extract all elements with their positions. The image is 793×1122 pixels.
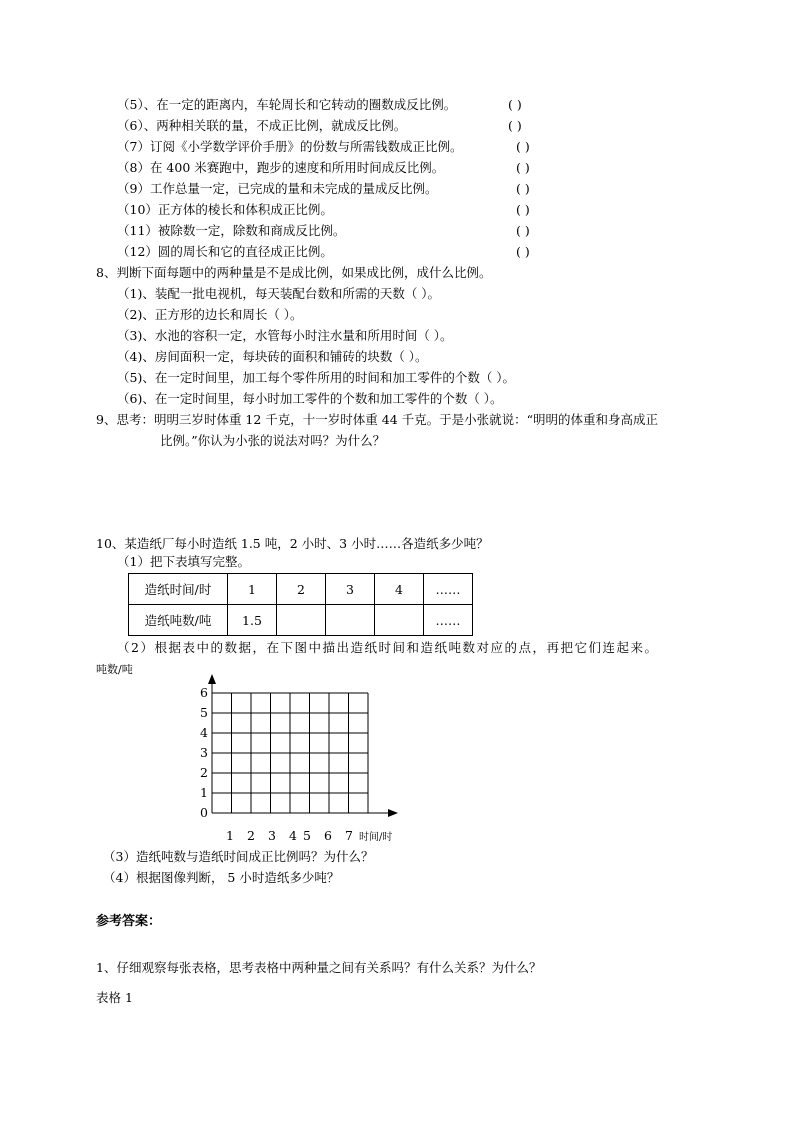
table-cell: 造纸吨数/吨 <box>129 605 228 636</box>
q7-item-paren: ( ) <box>508 97 522 112</box>
table-row <box>129 574 473 605</box>
q10-title: 10、某造纸厂每小时造纸 1.5 吨，2 小时、3 小时……各造纸多少吨？ <box>96 536 489 551</box>
q8-item: （4)、房间面积一定，每块砖的面积和铺砖的块数（ ）。 <box>117 349 428 364</box>
q9-line1: 9、思考：明明三岁时体重 12 千克，十一岁时体重 44 千克。于是小张就说：“明明的体重和身高成正 <box>96 412 659 427</box>
x-tick: 6 <box>324 828 332 843</box>
x-tick: 4 <box>289 828 297 843</box>
table-cell: 4 <box>375 574 424 605</box>
x-tick: 7 <box>345 828 353 843</box>
q10-sub1: （1）把下表填写完整。 <box>117 554 250 569</box>
q7-item-paren: ( ) <box>508 118 522 133</box>
q8-title: 8、判断下面每题中的两种量是不是成比例，如果成比例，成什么比例。 <box>96 265 492 280</box>
answer-heading: 参考答案： <box>96 914 162 929</box>
table-cell: 1.5 <box>228 605 277 636</box>
y-tick: 3 <box>200 745 208 760</box>
q8-item: （3)、水池的容积一定，水管每小时注水量和所用时间（ ）。 <box>117 328 453 343</box>
q9-line2: 比例。”你认为小张的说法对吗？为什么？ <box>160 433 386 448</box>
y-axis-arrow-icon <box>208 674 216 684</box>
y-tick: 0 <box>200 805 208 820</box>
table-cell[interactable] <box>375 605 424 636</box>
q10-sub4: （4）根据图像判断， 5 小时造纸多少吨？ <box>103 870 340 885</box>
q7-item: （9）工作总量一定，已完成的量和未完成的量成反比例。 <box>117 181 438 196</box>
q7-item: （8）在 400 米赛跑中，跑步的速度和所用时间成反比例。 <box>117 160 445 175</box>
table-cell: …… <box>424 605 473 636</box>
x-tick: 5 <box>303 828 311 843</box>
q8-item: （1)、装配一批电视机，每天装配台数和所需的天数（ ）。 <box>117 286 441 301</box>
y-tick: 6 <box>200 685 208 700</box>
table-label: 表格 1 <box>96 990 133 1005</box>
answer-1: 1、仔细观察每张表格，思考表格中两种量之间有关系吗？有什么关系？为什么？ <box>96 960 542 975</box>
table-cell: 3 <box>326 574 375 605</box>
y-tick: 5 <box>200 705 208 720</box>
q8-item: （5)、在一定时间里，加工每个零件所用的时间和加工零件的个数（ ）。 <box>117 370 516 385</box>
y-tick: 4 <box>200 725 208 740</box>
q7-item: （12）圆的周长和它的直径成正比例。 <box>117 244 333 259</box>
x-tick: 3 <box>268 828 276 843</box>
q7-item: （6）、两种相关联的量，不成正比例，就成反比例。 <box>117 118 407 133</box>
y-axis-label: 吨数/吨 <box>96 663 133 676</box>
q10-sub3: （3）造纸吨数与造纸时间成正比例吗？为什么？ <box>103 849 374 864</box>
q7-item-paren: ( ) <box>516 181 530 196</box>
q8-item: （6)、在一定时间里，每小时加工零件的个数和加工零件的个数（ ）。 <box>117 391 503 406</box>
q10-sub2: （2）根据表中的数据，在下图中描出造纸时间和造纸吨数对应的点，再把它们连起来。 <box>117 640 659 655</box>
x-tick: 1 <box>226 828 234 843</box>
table-row <box>129 605 473 636</box>
x-tick: 2 <box>247 828 255 843</box>
y-tick: 1 <box>200 785 208 800</box>
y-tick: 2 <box>200 765 208 780</box>
x-axis-label: 时间/时 <box>359 832 393 843</box>
q7-item: （10）正方体的棱长和体积成正比例。 <box>117 202 333 217</box>
coordinate-grid[interactable] <box>160 660 410 845</box>
table-cell: 2 <box>277 574 326 605</box>
table-cell[interactable] <box>326 605 375 636</box>
q7-item-paren: ( ) <box>516 160 530 175</box>
q7-item-paren: ( ) <box>516 139 530 154</box>
table-cell: …… <box>424 574 473 605</box>
table-cell[interactable] <box>277 605 326 636</box>
q7-item-paren: ( ) <box>516 202 530 217</box>
q7-item: （11）被除数一定，除数和商成反比例。 <box>117 223 346 238</box>
q7-item-paren: ( ) <box>516 223 530 238</box>
q7-item: （5）、在一定的距离内，车轮周长和它转动的圈数成反比例。 <box>117 97 457 112</box>
q7-item-paren: ( ) <box>516 244 530 259</box>
q7-item: （7）订阅《小学数学评价手册》的份数与所需钱数成正比例。 <box>117 139 463 154</box>
q8-item: （2)、正方形的边长和周长（ ）。 <box>117 307 303 322</box>
production-table <box>128 573 473 636</box>
table-cell: 造纸时间/时 <box>129 574 228 605</box>
table-cell: 1 <box>228 574 277 605</box>
x-axis-arrow-icon <box>388 809 398 817</box>
